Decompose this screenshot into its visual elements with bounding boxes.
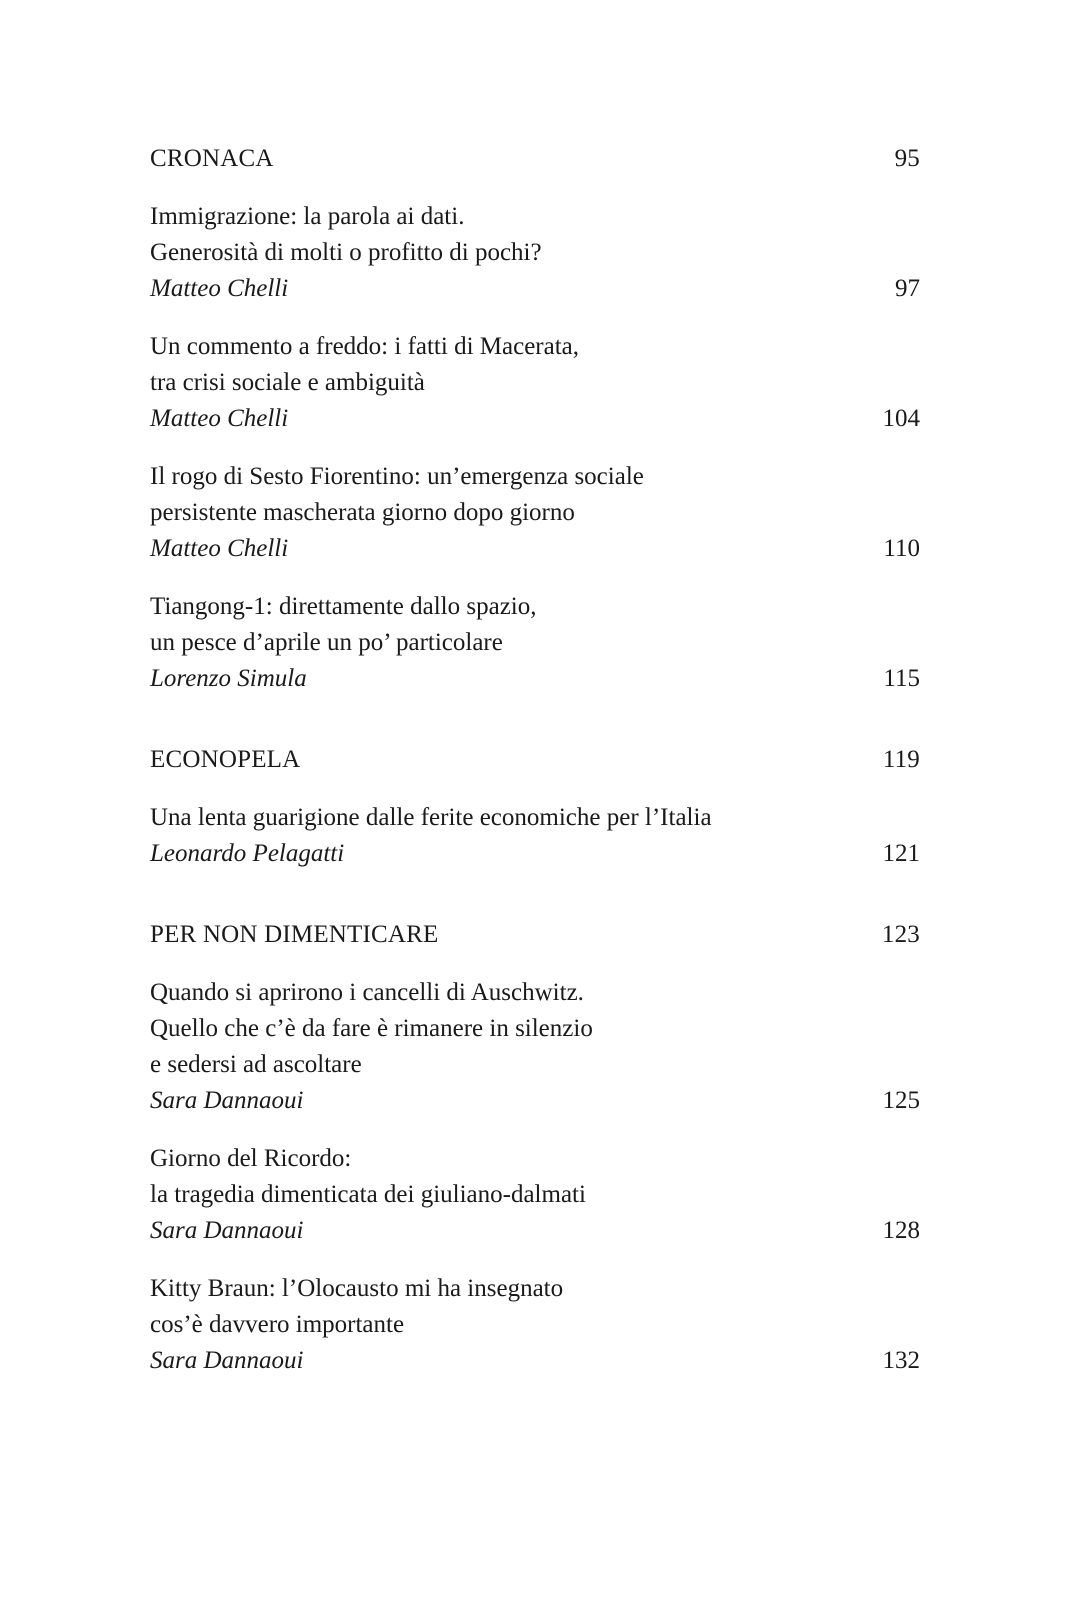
entry-author-row: [150, 401, 920, 437]
entry-author: Matteo Chelli: [150, 535, 289, 562]
entry-title-line: Giorno del Ricordo:: [150, 1145, 352, 1172]
toc-entry: [150, 1141, 920, 1249]
entry-author-row: [150, 661, 920, 697]
entry-author: Sara Dannaoui: [150, 1347, 304, 1374]
toc-entry: [150, 329, 920, 437]
entry-author: Lorenzo Simula: [150, 665, 307, 692]
entry-page-number: 125: [882, 1087, 920, 1114]
section-page-number: 123: [881, 921, 920, 948]
section-title: ECONOPELA: [150, 746, 301, 773]
entry-title-line: Kitty Braun: l’Olocausto mi ha insegnato: [150, 1275, 564, 1302]
toc-entry: [150, 1271, 920, 1379]
entry-page-number: 128: [882, 1217, 920, 1244]
section-heading: [150, 141, 920, 177]
entry-page-number: 110: [883, 535, 920, 562]
entry-page-number: 132: [882, 1347, 920, 1374]
section-title: CRONACA: [150, 145, 274, 172]
entry-author-row: [150, 1343, 920, 1379]
entry-title-line: Un commento a freddo: i fatti di Macerata,: [150, 333, 580, 360]
entry-page-number: 104: [882, 405, 920, 432]
entry-title-line: tra crisi sociale e ambiguità: [150, 369, 425, 396]
entry-title-line: Quello che c’è da fare è rimanere in silenzio: [150, 1015, 593, 1042]
toc-entry: [150, 975, 920, 1119]
entry-author-row: [150, 1213, 920, 1249]
toc-entry: [150, 459, 920, 567]
entry-author-row: [150, 1083, 920, 1119]
entry-author: Sara Dannaoui: [150, 1217, 304, 1244]
toc-entry: [150, 800, 920, 872]
entry-title-line: cos’è davvero importante: [150, 1311, 405, 1338]
toc-entry: [150, 199, 920, 307]
entry-author: Leonardo Pelagatti: [150, 840, 345, 867]
entry-author: Matteo Chelli: [150, 275, 289, 302]
table-of-contents: [150, 141, 920, 1379]
entry-author-row: [150, 836, 920, 872]
entry-title-line: Tiangong-1: direttamente dallo spazio,: [150, 593, 537, 620]
section-title: PER NON DIMENTICARE: [150, 921, 439, 948]
toc-entry: [150, 589, 920, 697]
entry-page-number: 97: [895, 275, 920, 302]
entry-author: Matteo Chelli: [150, 405, 289, 432]
section-heading: [150, 742, 920, 778]
entry-page-number: 121: [882, 840, 920, 867]
entry-author: Sara Dannaoui: [150, 1087, 304, 1114]
section-page-number: 95: [894, 145, 920, 172]
entry-title-line: Una lenta guarigione dalle ferite economiche per l’Italia: [150, 804, 712, 831]
entry-author-row: [150, 271, 920, 307]
entry-title-line: persistente mascherata giorno dopo giorno: [150, 499, 575, 526]
section-heading: [150, 917, 920, 953]
entry-title-line: la tragedia dimenticata dei giuliano-dalmati: [150, 1181, 586, 1208]
entry-title-line: un pesce d’aprile un po’ particolare: [150, 629, 503, 656]
entry-title-line: Generosità di molti o profitto di pochi?: [150, 239, 542, 266]
entry-page-number: 115: [883, 665, 920, 692]
entry-title-line: Quando si aprirono i cancelli di Auschwitz.: [150, 979, 584, 1006]
entry-title-line: Il rogo di Sesto Fiorentino: un’emergenza sociale: [150, 463, 644, 490]
entry-title-line: Immigrazione: la parola ai dati.: [150, 203, 465, 230]
entry-author-row: [150, 531, 920, 567]
entry-title-line: e sedersi ad ascoltare: [150, 1051, 362, 1078]
section-page-number: 119: [882, 746, 920, 773]
